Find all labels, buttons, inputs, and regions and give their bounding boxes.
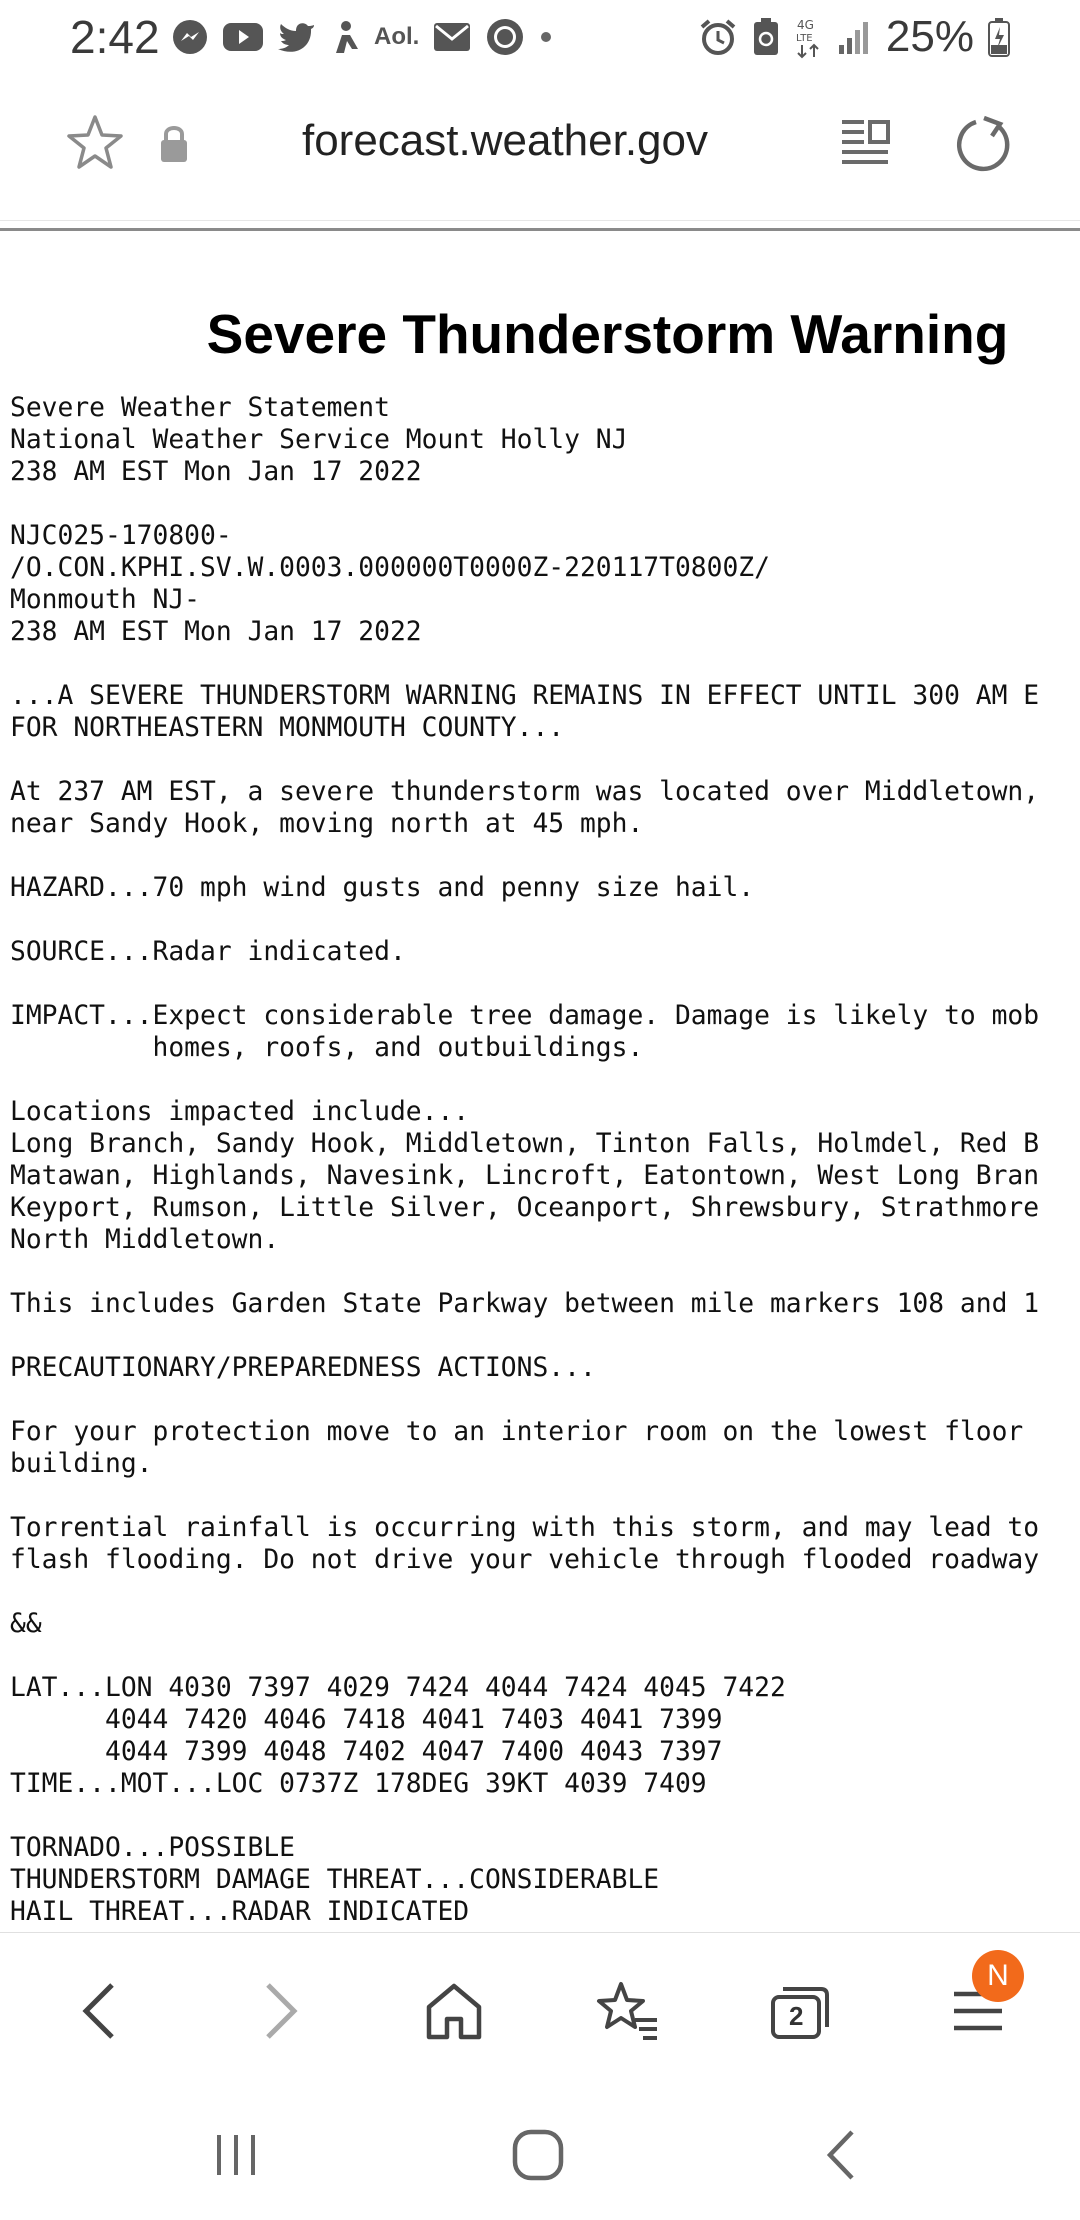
bulletin-line: IMPACT...Expect considerable tree damage. Damage is likely to mob: [10, 1001, 1040, 1031]
forward-button[interactable]: [240, 1973, 320, 2053]
status-time: 2:42: [70, 11, 160, 63]
browser-toolbar: [0, 72, 1080, 221]
bulletin-line: HAIL THREAT...RADAR INDICATED: [10, 1897, 470, 1927]
bulletin-line: National Weather Service Mount Holly NJ: [10, 425, 628, 455]
twitter-icon: [278, 21, 316, 53]
weather-bulletin: [10, 392, 1039, 1928]
svg-text:4G: 4G: [796, 18, 814, 32]
lte-data-icon: [794, 15, 824, 59]
bulletin-line: 238 AM EST Mon Jan 17 2022: [10, 617, 422, 647]
bulletin-line: homes, roofs, and outbuildings.: [10, 1033, 644, 1063]
back-icon: [80, 1981, 120, 2046]
bulletin-line: FOR NORTHEASTERN MONMOUTH COUNTY...: [10, 713, 565, 743]
bookmarks-button[interactable]: [588, 1973, 668, 2053]
battery-icon: [988, 17, 1010, 57]
url-field[interactable]: forecast.weather.gov: [301, 116, 708, 165]
signal-icon: [838, 19, 872, 55]
browser-bottom-nav: [0, 1932, 1080, 2083]
bulletin-line: flash flooding. Do not drive your vehicle through flooded roadway: [10, 1545, 1040, 1575]
bulletin-line: Matawan, Highlands, Navesink, Lincroft, Eatontown, West Long Bran: [10, 1161, 1040, 1191]
bulletin-line: HAZARD...70 mph wind gusts and penny size hail.: [10, 873, 755, 903]
bulletin-line: TIME...MOT...LOC 0737Z 178DEG 39KT 4039 7409: [10, 1769, 707, 1799]
alarm-icon: [698, 17, 738, 57]
recents-icon: [211, 2130, 261, 2185]
casino-chip-icon: [485, 17, 525, 57]
status-bar: [0, 0, 1080, 72]
bulletin-line: This includes Garden State Parkway between mile markers 108 and 1: [10, 1289, 1040, 1319]
bulletin-line: North Middletown.: [10, 1225, 280, 1255]
system-status-icons: [698, 12, 1010, 62]
bulletin-line: SOURCE...Radar indicated.: [10, 937, 406, 967]
page-content: [0, 232, 1080, 1932]
home-circle-icon: [511, 2128, 565, 2187]
bulletin-line: PRECAUTIONARY/PREPAREDNESS ACTIONS...: [10, 1353, 596, 1383]
page-title: Severe Thunderstorm Warning: [206, 303, 1009, 365]
bulletin-line: Monmouth NJ-: [10, 585, 200, 615]
bulletin-line: At 237 AM EST, a severe thunderstorm was located over Middletown,: [10, 777, 1040, 807]
svg-text:LTE: LTE: [795, 33, 813, 44]
system-navigation-bar: [0, 2082, 1080, 2220]
reload-icon[interactable]: [954, 114, 1014, 179]
bulletin-line: LAT...LON 4030 7397 4029 7424 4044 7424 4045 7422: [10, 1673, 786, 1703]
bulletin-line: 238 AM EST Mon Jan 17 2022: [10, 457, 422, 487]
bulletin-line: Long Branch, Sandy Hook, Middletown, Tinton Falls, Holmdel, Red B: [10, 1129, 1040, 1159]
tabs-icon: [769, 1985, 831, 2041]
home-button[interactable]: [414, 1973, 494, 2053]
menu-notification-badge: N: [972, 1950, 1024, 2002]
bulletin-line: &&: [10, 1609, 42, 1639]
bulletin-line: ...A SEVERE THUNDERSTORM WARNING REMAINS IN EFFECT UNTIL 300 AM E: [10, 681, 1040, 711]
system-home-button[interactable]: [498, 2122, 578, 2192]
bulletin-line: Locations impacted include...: [10, 1097, 470, 1127]
bulletin-line: TORNADO...POSSIBLE: [10, 1833, 295, 1863]
bulletin-line: building.: [10, 1449, 153, 1479]
app-icon: [330, 19, 360, 55]
bulletin-line: For your protection move to an interior room on the lowest floor: [10, 1417, 1024, 1447]
bulletin-line: Torrential rainfall is occurring with this storm, and may lead to: [10, 1513, 1040, 1543]
battery-percent: 25%: [885, 12, 974, 61]
bulletin-line: NJC025-170800-: [10, 521, 232, 551]
dot-icon: [539, 30, 553, 44]
page-divider: [0, 228, 1080, 231]
notification-icons: [172, 12, 553, 62]
tabs-button[interactable]: [760, 1973, 840, 2053]
youtube-icon: [222, 21, 264, 53]
bulletin-line: THUNDERSTORM DAMAGE THREAT...CONSIDERABLE: [10, 1865, 660, 1895]
bulletin-line: 4044 7399 4048 7402 4047 7400 4043 7397: [10, 1737, 723, 1767]
reader-mode-icon[interactable]: [838, 116, 892, 175]
recents-button[interactable]: [196, 2122, 276, 2192]
mail-icon: [433, 22, 471, 52]
bulletin-line: /O.CON.KPHI.SV.W.0003.000000T0000Z-220117T0800Z/: [10, 553, 770, 583]
bulletin-line: 4044 7420 4046 7418 4041 7403 4041 7399: [10, 1705, 723, 1735]
bulletin-line: Keyport, Rumson, Little Silver, Oceanport, Shrewsbury, Strathmore: [10, 1193, 1040, 1223]
messenger-icon: [172, 19, 208, 55]
back-button[interactable]: [60, 1973, 140, 2053]
tab-count: 2: [789, 2001, 804, 2031]
forward-icon: [260, 1981, 300, 2046]
bookmarks-icon: [595, 1980, 661, 2047]
battery-saver-icon: [752, 17, 780, 57]
home-icon: [423, 1981, 485, 2046]
bulletin-line: Severe Weather Statement: [10, 393, 390, 423]
system-back-button[interactable]: [800, 2122, 880, 2192]
aol-icon: Aol.: [374, 23, 420, 50]
bulletin-line: near Sandy Hook, moving north at 45 mph.: [10, 809, 644, 839]
system-back-icon: [822, 2128, 858, 2187]
